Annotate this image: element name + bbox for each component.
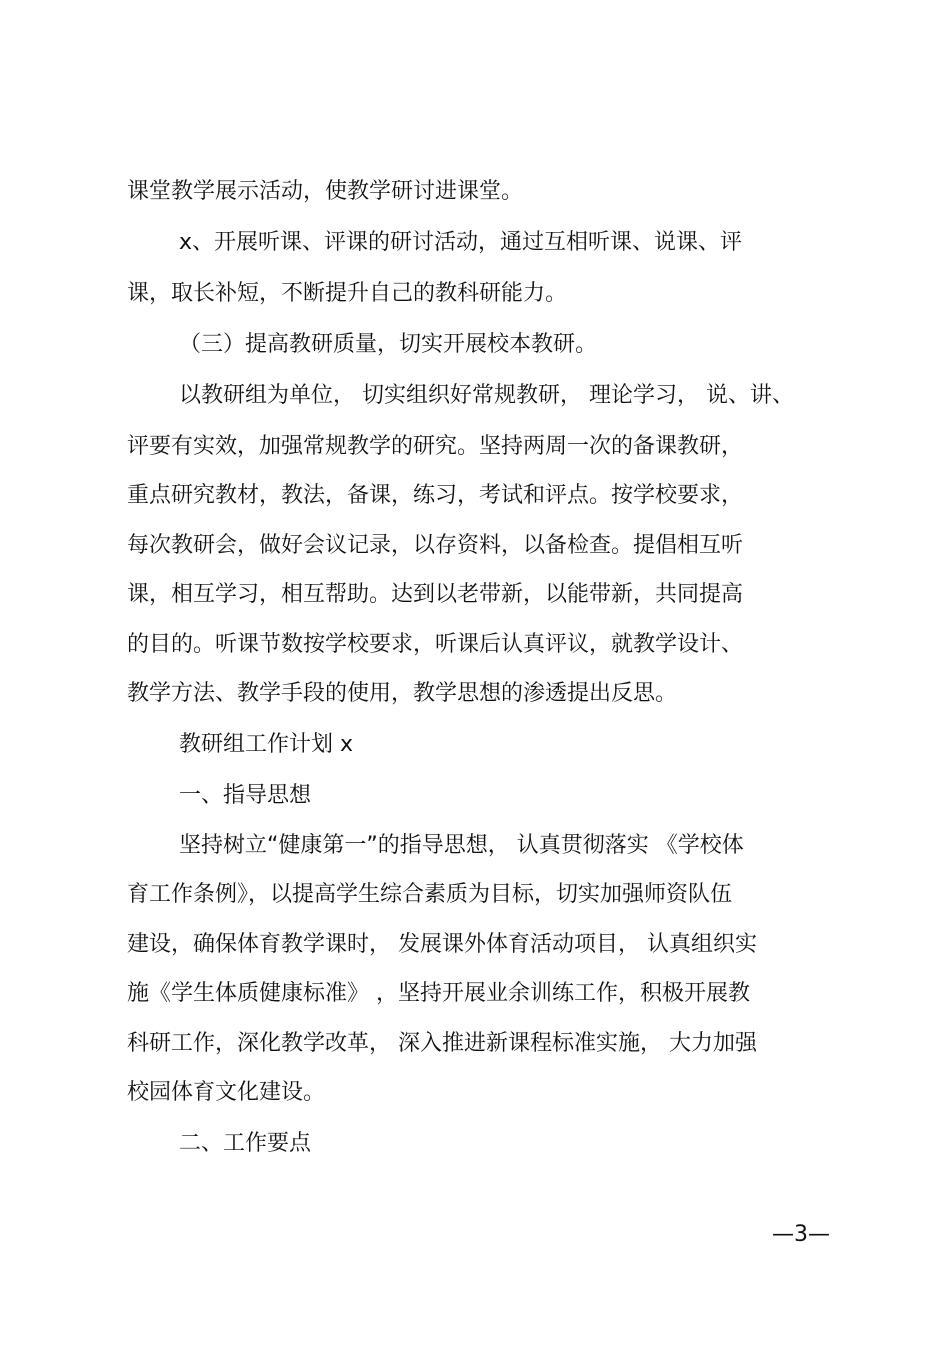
text-line: 坚持树立“健康第一”的指导思想， 认真贯彻落实 《学校体 (179, 833, 744, 858)
document-title: 教研组工作计划 x (179, 732, 354, 757)
text-line: 校园体育文化建设。 (127, 1080, 326, 1105)
text-line: 课堂教学展示活动，使教学研讨进课堂。 (127, 179, 524, 204)
text-line: 评要有实效，加强常规教学的研究。坚持两周一次的备课教研， (127, 434, 744, 459)
page-number: —3— (772, 1222, 830, 1247)
text-line: 育工作条例》，以提高学生综合素质为目标，切实加强师资队伍 (127, 882, 733, 907)
text-line: 每次教研会，做好会议记录，以存资料，以备检查。提倡相互听 (127, 533, 744, 558)
text-line: x、开展听课、评课的研讨活动，通过互相听课、说课、评 (179, 230, 743, 255)
section-heading: （三）提高教研质量，切实开展校本教研。 (179, 332, 598, 357)
section-heading: 一、指导思想 (179, 783, 312, 808)
text-line: 施《学生体质健康标准》 ，坚持开展业余训练工作，积极开展教 (127, 981, 750, 1006)
text-line: 课，相互学习，相互帮助。达到以老带新，以能带新，共同提高 (127, 582, 744, 607)
text-line: 重点研究教材，教法，备课，练习，考试和评点。按学校要求， (127, 483, 744, 508)
text-line: 建设，确保体育教学课时， 发展课外体育活动项目， 认真组织实 (127, 932, 757, 957)
text-line: 的目的。听课节数按学校要求，听课后认真评议，就教学设计、 (127, 632, 744, 657)
text-line: 课，取长补短，不断提升自己的教科研能力。 (127, 281, 568, 306)
text-line: 科研工作，深化教学改革， 深入推进新课程标准实施， 大力加强 (127, 1031, 757, 1056)
text-line: 以教研组为单位， 切实组织好常规教研， 理论学习， 说、讲、 (179, 383, 794, 408)
text-line: 教学方法、教学手段的使用，教学思想的渗透提出反思。 (127, 681, 678, 706)
section-heading: 二、工作要点 (179, 1131, 312, 1156)
